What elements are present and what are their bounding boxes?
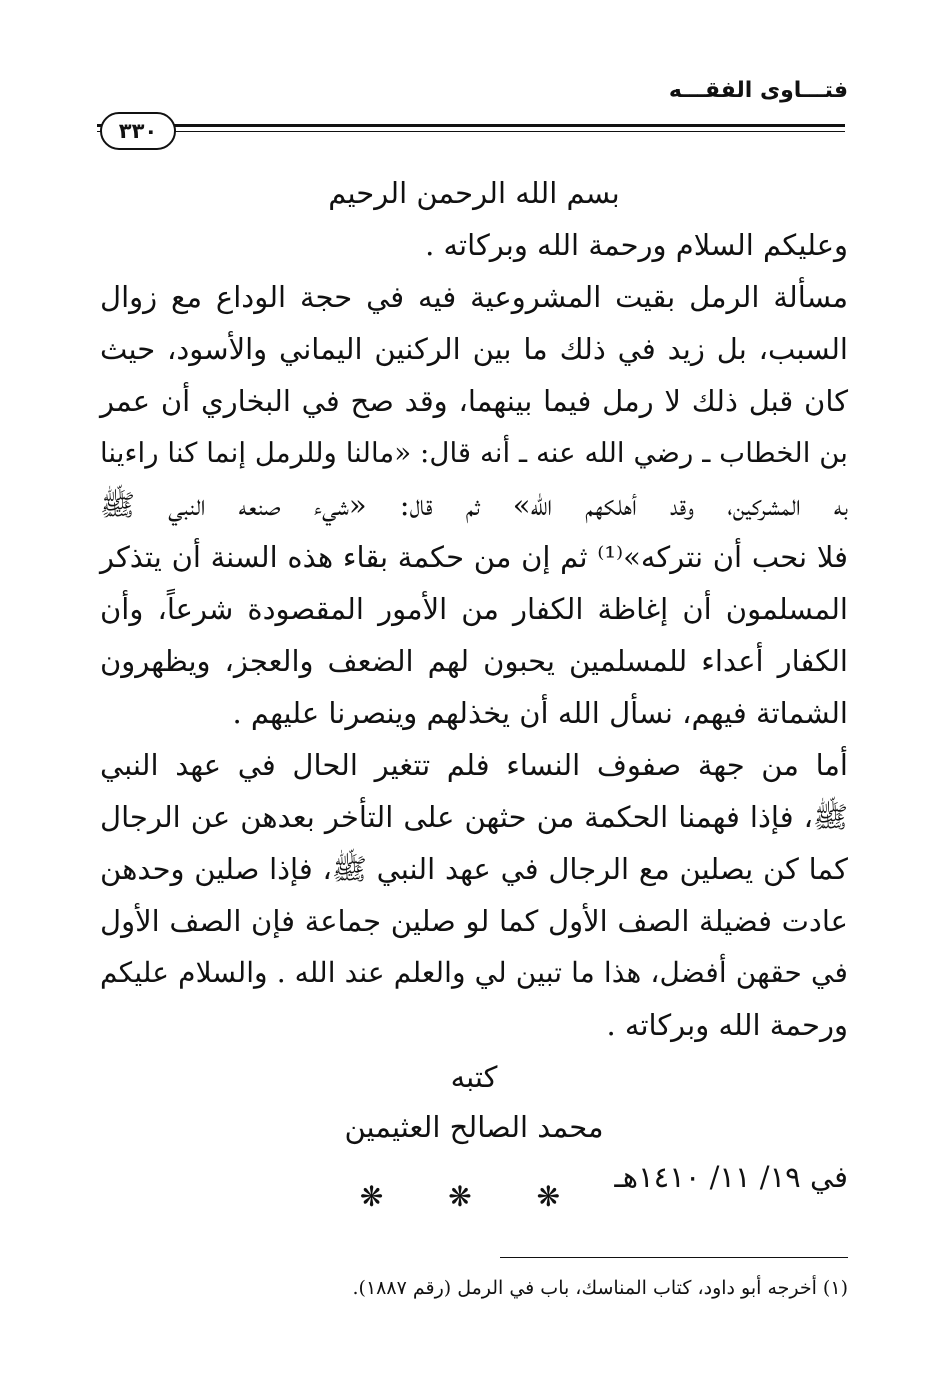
running-title: فتـــاوى الفقـــه — [668, 78, 848, 103]
text-line: ورحمة الله وبركاته . — [606, 1008, 848, 1042]
text-line: به المشركين، وقد أهلكهم الله» ثم قال: «شيء صنعه النبي ﷺ — [100, 488, 848, 522]
text-line: كان قبل ذلك لا رمل فيما بينهما، وقد صح في البخاري أن عمر — [100, 384, 848, 418]
text-line: في حقهن أفضل، هذا ما تبين لي والعلم عند الله . والسلام عليكم — [100, 956, 848, 989]
text-line: السبب، بل زيد في ذلك ما بين الركنين اليماني والأسود، حيث — [100, 332, 848, 366]
text-line: بن الخطاب ـ رضي الله عنه ـ أنه قال: «مالنا وللرمل إنما كنا راءينا — [100, 436, 848, 469]
header-rule — [97, 124, 845, 127]
header-rule-thin — [97, 131, 845, 132]
text-line: أما من جهة صفوف النساء فلم تتغير الحال في عهد النبي — [100, 748, 848, 782]
footnote: (١) أخرجه أبو داود، كتاب المناسك، باب في الرمل (رقم ١٨٨٧). — [352, 1277, 848, 1299]
signoff: كتبه — [450, 1060, 498, 1094]
text-line: الشماتة فيهم، نسأل الله أن يخذلهم وينصرنا عليهم . — [232, 696, 848, 730]
page-number: ٣٣٠ — [100, 112, 176, 150]
text-line: كما كن يصلين مع الرجال في عهد النبي ﷺ، فإذا صلين وحدهن — [100, 852, 848, 886]
text-line: مسألة الرمل بقيت المشروعية فيه في حجة الوداع مع زوال — [100, 280, 848, 314]
basmala: بسم الله الرحمن الرحيم — [328, 176, 620, 210]
footnote-rule — [500, 1257, 848, 1258]
text-line: وعليكم السلام ورحمة الله وبركاته . — [425, 228, 848, 262]
text-line: ﷺ، فإذا فهمنا الحكمة من حثهن على التأخر بعدهن عن الرجال — [100, 800, 848, 834]
signature: محمد الصالح العثيمين — [344, 1110, 604, 1144]
text-line: المسلمون أن إغاظة الكفار من الأمور المقصودة شرعاً، وأن — [100, 592, 848, 626]
text-line: الكفار أعداء للمسلمين يحبون لهم الضعف والعجز، ويظهرون — [100, 644, 848, 678]
text-line: عادت فضيلة الصف الأول كما لو صلين جماعة فإن الصف الأول — [100, 904, 848, 938]
date: في ١٩/ ١١/ ١٤١٠هـ — [614, 1160, 848, 1194]
section-separator: ❋ ❋ ❋ — [359, 1180, 589, 1213]
text-line: فلا نحب أن نتركه»⁽¹⁾ ثم إن من حكمة بقاء هذه السنة أن يتذكر — [100, 540, 848, 574]
